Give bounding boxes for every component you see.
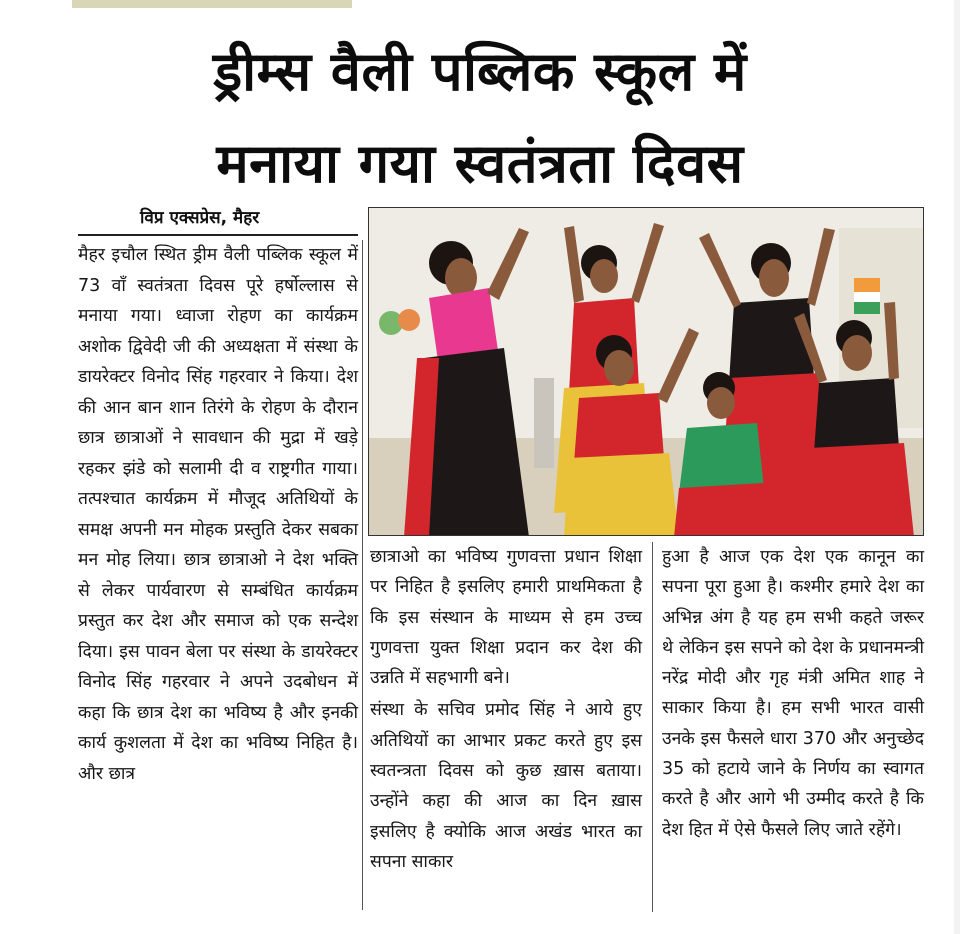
photo-illustration <box>369 208 924 536</box>
headline-line-1: ड्रीम्स वैली पब्लिक स्कूल में <box>213 40 747 103</box>
article-column-3 <box>662 542 924 845</box>
column-2-paragraph-1: छात्राओ का भविष्य गुणवत्ता प्रधान शिक्षा पर निहित है इसलिए हमारी प्राथमिकता है कि इस संस्थान के माध्यम से हम उच्च गुणवत्ता युक्त शिक्षा प्रदान कर देश की उन्नति में सहभागी बने। <box>370 547 642 689</box>
column-2-paragraph-2: संस्था के सचिव प्रमोद सिंह ने आये हुए अतिथियों का आभार प्रकट करते हुए इस स्वतन्त्रता दिवस को कुछ ख़ास बताया। उन्होंने कहा की आज का दिन ख़ास इसलिए है क्योकि आज अखंड भारत का सपना साकार <box>370 700 642 872</box>
right-margin-strip <box>954 0 960 934</box>
byline: विप्र एक्सप्रेस, मैहर <box>140 208 260 228</box>
column-1-text: मैहर इचौल स्थित ड्रीम वैली पब्लिक स्कूल में 73 वाँ स्वतंत्रता दिवस पूरे हर्षोल्लास से मनाया गया। ध्वाजा रोहण का कार्यक्रम अशोक द्विवेदी जी की अध्यक्षता में संस्था के डायरेक्टर विनोद सिंह गहरवार ने किया। देश की आन बान शान तिरंगे के रोहण के दौरान छात्र छात्राओं ने सावधान की मुद्रा में खड़े रहकर झंडे को सलामी दी व राष्ट्रगीत गाया। तत्पश्चात कार्यक्रम में मौजूद अतिथियों के समक्ष अपनी मन मोहक प्रस्तुति देकर सबका मन मोह लिया। छात्र छात्राओ ने देश भक्ति से लेकर पार्यवारण से सम्बंधित कार्यक्रम प्रस्तुत कर देश और समाज को एक सन्देश दिया। इस पावन बेला पर संस्था के डायरेक्टर विनोद सिंह गहरवार ने अपने उदबोधन में कहा कि छात्र देश का भविष्य है और इनकी कार्य कुशलता में देश का भविष्य निहित है।और छात्र <box>78 245 358 784</box>
article-column-1 <box>78 240 358 789</box>
article-column-2 <box>370 542 642 877</box>
headline-line-2: मनाया गया स्वतंत्रता दिवस <box>216 132 744 195</box>
column-divider-2 <box>652 542 653 912</box>
top-border-strip <box>72 0 352 8</box>
column-divider-1 <box>362 240 363 910</box>
column-3-text: हुआ है आज एक देश एक कानून का सपना पूरा हुआ है। कश्मीर हमारे देश का अभिन्न अंग है यह हम सभी कहते जरूर थे लेकिन इस सपने को देश के प्रधानमन्त्री नरेंद्र मोदी और गृह मंत्री अमित शाह ने साकार किया है। हम सभी भारत वासी उनके इस फैसले धारा 370 और अनुच्छेद 35 को हटाये जाने के निर्णय का स्वागत करते है और आगे भी उम्मीद करते है कि देश हित में ऐसे फैसले लिए जाते रहेंगे। <box>662 547 924 840</box>
dance-performance-photo <box>368 207 924 536</box>
byline-rule <box>78 234 358 236</box>
